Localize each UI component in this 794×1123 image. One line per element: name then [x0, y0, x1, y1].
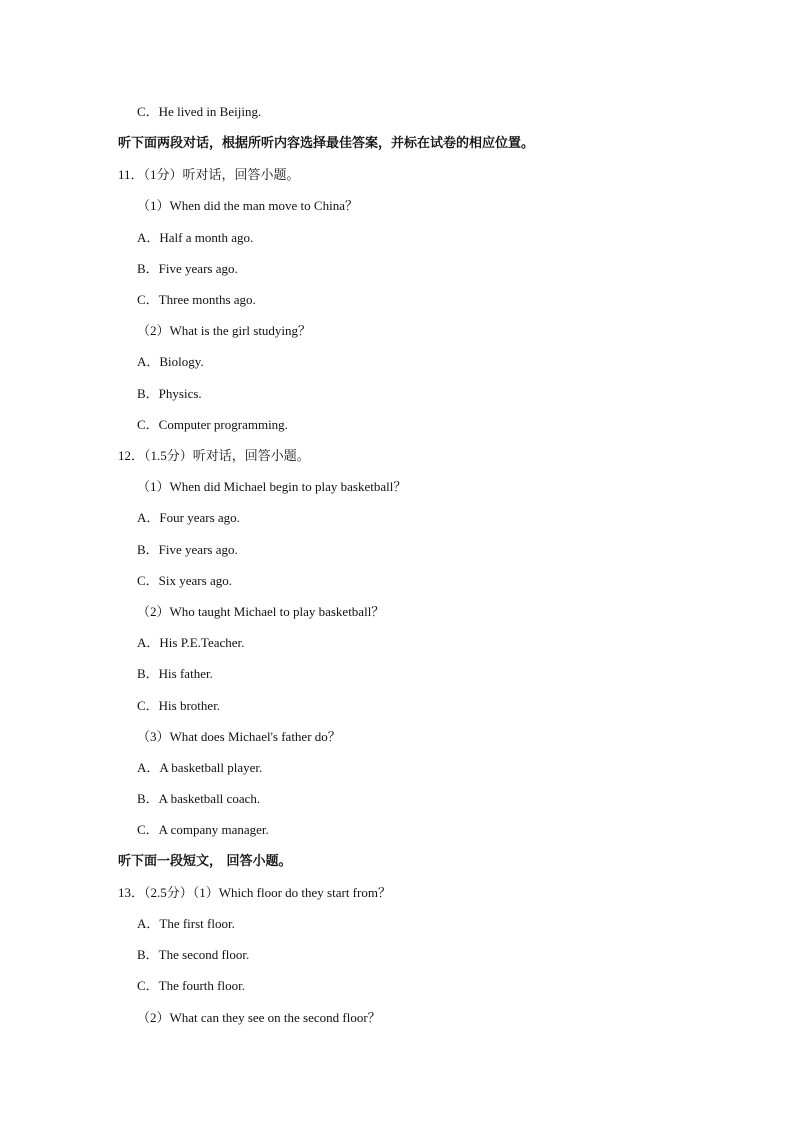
- sub-question: （2）What is the girl studying？: [137, 323, 312, 338]
- sub-question: （1）When did the man move to China？: [137, 198, 358, 213]
- option-a: A．Half a month ago.: [137, 230, 254, 245]
- sub-question: （3）What does Michael's father do？: [137, 729, 341, 744]
- question-13: 13．（2.5分）（1）Which floor do they start from？: [118, 885, 391, 900]
- question-12: 12．（1.5分）听对话，回答小题。: [118, 448, 310, 463]
- option-a: A．A basketball player.: [137, 760, 263, 775]
- option-c: C．His brother.: [137, 698, 221, 713]
- option-a: A．The first floor.: [137, 916, 235, 931]
- option-c: C．A company manager.: [137, 822, 269, 837]
- option-b: B．The second floor.: [137, 947, 250, 962]
- option-b: B．Physics.: [137, 386, 202, 401]
- option-b: B．A basketball coach.: [137, 791, 261, 806]
- option-c: C．He lived in Beijing.: [137, 104, 262, 119]
- sub-question: （1）When did Michael begin to play basketball？: [137, 479, 407, 494]
- sub-question: （2）Who taught Michael to play basketball？: [137, 604, 385, 619]
- option-b: B．Five years ago.: [137, 261, 238, 276]
- option-a: A．Biology.: [137, 354, 204, 369]
- option-c: C．Three months ago.: [137, 292, 256, 307]
- option-b: B．His father.: [137, 666, 213, 681]
- option-c: C．Six years ago.: [137, 573, 232, 588]
- option-a: A．His P.E.Teacher.: [137, 635, 245, 650]
- section-instruction: 听下面两段对话，根据所听内容选择最佳答案，并标在试卷的相应位置。: [118, 136, 535, 151]
- option-c: C．Computer programming.: [137, 417, 288, 432]
- option-c: C．The fourth floor.: [137, 978, 245, 993]
- question-11: 11．（1分）听对话，回答小题。: [118, 167, 300, 182]
- section-instruction: 听下面一段短文， 回答小题。: [118, 854, 292, 869]
- sub-question: （2）What can they see on the second floor？: [137, 1010, 381, 1025]
- option-a: A．Four years ago.: [137, 510, 240, 525]
- option-b: B．Five years ago.: [137, 542, 238, 557]
